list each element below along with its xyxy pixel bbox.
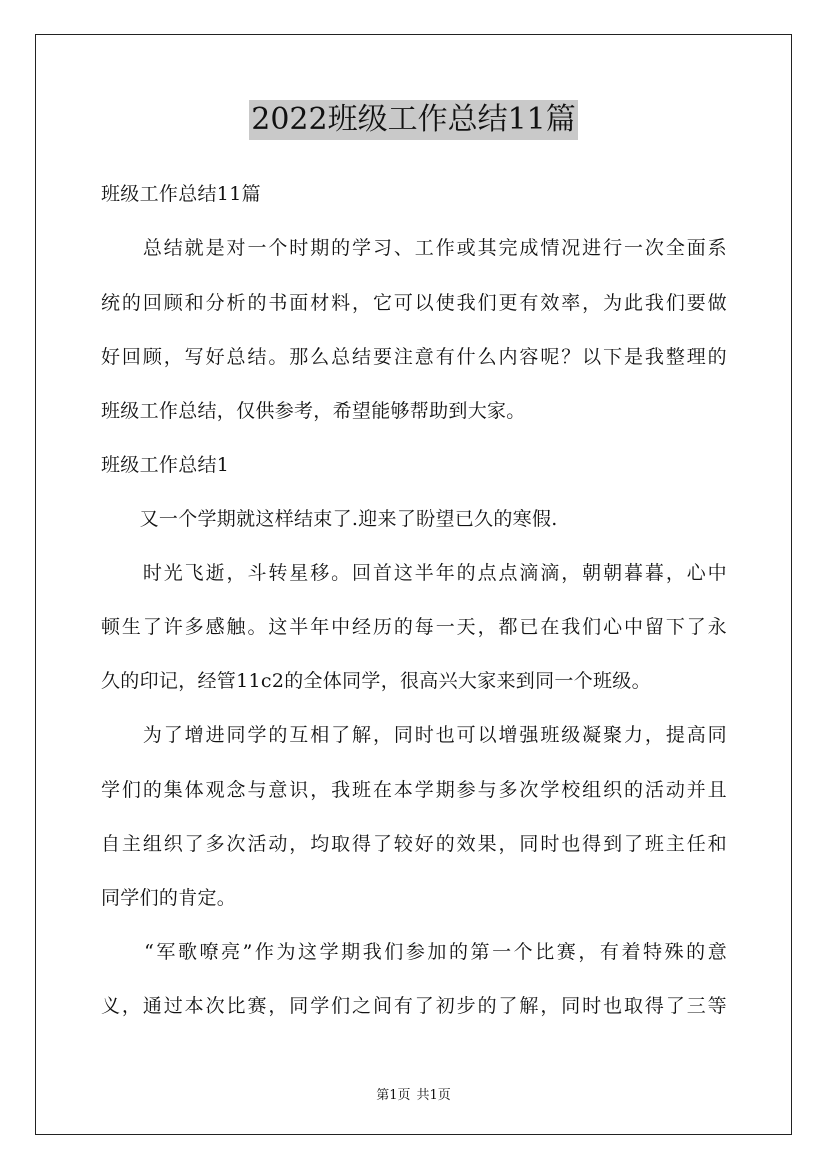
text-line: 义，通过本次比赛，同学们之间有了初步的了解，同时也取得了三等 — [101, 995, 727, 1017]
text-line: 顿生了许多感触。这半年中经历的每一天，都已在我们心中留下了永 — [101, 616, 727, 638]
page-number: 第1页 — [376, 1088, 411, 1103]
page-total: 共1页 — [416, 1088, 451, 1103]
text-line: 自主组织了多次活动，均取得了较好的效果，同时也得到了班主任和 — [101, 833, 727, 855]
text-line: 久的印记，经管11c2的全体同学，很高兴大家来到同一个班级。 — [101, 670, 651, 692]
document-title: 2022班级工作总结11篇 — [249, 100, 578, 140]
section-heading: 班级工作总结11篇 — [101, 183, 261, 205]
text-line: 学们的集体观念与意识，我班在本学期参与多次学校组织的活动并且 — [101, 779, 727, 801]
section-heading: 班级工作总结1 — [101, 454, 230, 476]
text-line: “军歌嘹亮”作为这学期我们参加的第一个比赛，有着特殊的意 — [101, 941, 727, 963]
text-line: 为了增进同学的互相了解，同时也可以增强班级凝聚力，提高同 — [101, 724, 727, 746]
text-line: 统的回顾和分析的书面材料，它可以使我们更有效率，为此我们要做 — [101, 292, 727, 314]
text-line: 好回顾，写好总结。那么总结要注意有什么内容呢？以下是我整理的 — [101, 346, 727, 368]
page-footer — [0, 1084, 827, 1103]
text-line: 又一个学期就这样结束了.迎来了盼望已久的寒假. — [101, 508, 558, 530]
document-title-wrap — [0, 100, 827, 140]
text-line: 总结就是对一个时期的学习、工作或其完成情况进行一次全面系 — [101, 237, 727, 259]
text-line: 时光飞逝，斗转星移。回首这半年的点点滴滴，朝朝暮暮，心中 — [101, 562, 727, 584]
text-line: 同学们的肯定。 — [101, 887, 237, 909]
text-line: 班级工作总结，仅供参考，希望能够帮助到大家。 — [101, 400, 526, 422]
